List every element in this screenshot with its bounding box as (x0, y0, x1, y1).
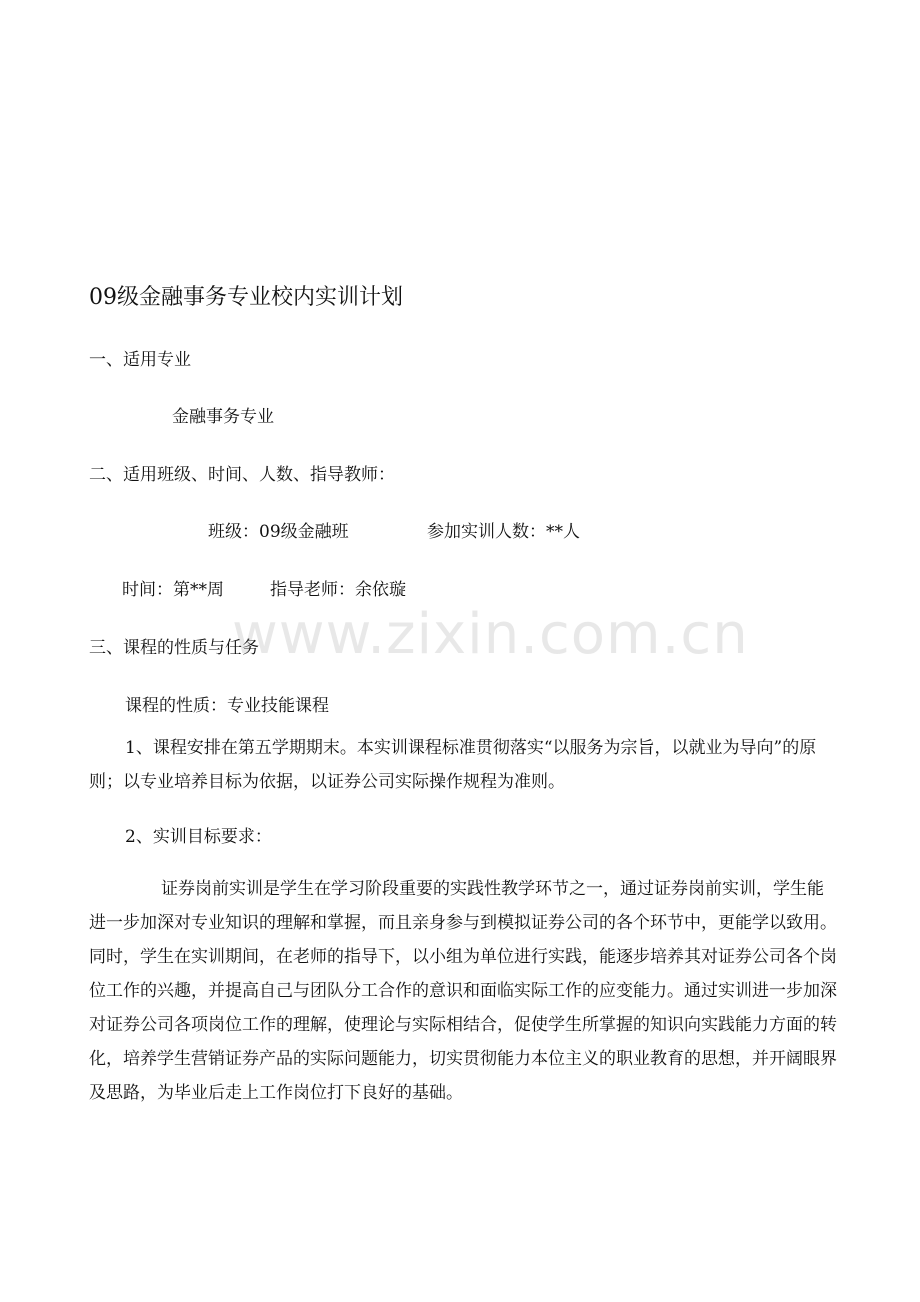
course-arrangement-paragraph: 1、课程安排在第五学期期末。本实训课程标准贯彻落实“以服务为宗旨，以就业为导向”的原则；以专业培养目标为依据，以证券公司实际操作规程为准则。 (89, 738, 817, 792)
course-nature-text: 课程的性质：专业技能课程 (125, 696, 329, 716)
section-2-heading: 二、适用班级、时间、人数、指导教师： (89, 465, 395, 485)
section-1-heading: 一、适用专业 (89, 350, 191, 370)
class-text: 班级：09级金融班 (208, 522, 349, 542)
section-3-heading: 三、课程的性质与任务 (89, 638, 259, 658)
training-goals-heading: 2、实训目标要求： (125, 827, 272, 847)
time-text: 时间：第**周 (122, 580, 224, 600)
training-goals-paragraph: 证券岗前实训是学生在学习阶段重要的实践性教学环节之一，通过证券岗前实训，学生能进一步加深对专业知识的理解和掌握，而且亲身参与到模拟证券公司的各个环节中，更能学以致用。同时，学生在实训期间，在老师的指导下，以小组为单位进行实践，能逐步培养其对证券公司各个岗位工作的兴趣，并提高自己与团队分工合作的意识和面临实际工作的应变能力。通过实训进一步加深对证券公司各项岗位工作的理解，使理论与实际相结合，促使学生所掌握的知识向实践能力方面的转化，培养学生营销证券产品的实际问题能力，切实贯彻能力本位主义的职业教育的思想，并开阔眼界及思路，为毕业后走上工作岗位打下良好的基础。 (89, 879, 837, 1103)
watermark-text: www.zixin.com.cn (232, 602, 749, 667)
applicable-major-text: 金融事务专业 (172, 407, 274, 427)
instructor-text: 指导老师：余依璇 (270, 580, 406, 600)
document-title: 09级金融事务专业校内实训计划 (89, 285, 403, 310)
participant-count-text: 参加实训人数：**人 (427, 522, 580, 542)
